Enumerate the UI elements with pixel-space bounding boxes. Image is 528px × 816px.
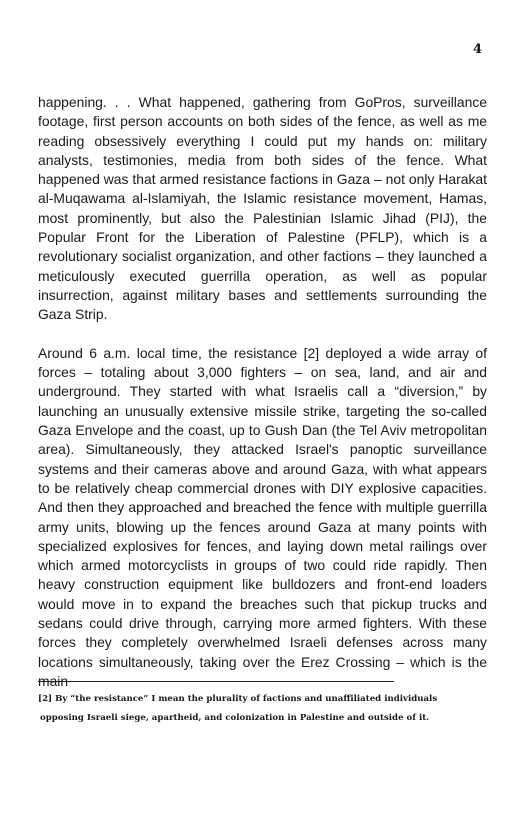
footnote-line: [2] By “the resistance” I mean the plurality of factions and unaffiliated individuals — [38, 694, 438, 704]
footnote-line: opposing Israeli siege, apartheid, and colonization in Palestine and outside of it. — [40, 713, 430, 723]
footnote-divider — [38, 681, 394, 682]
paragraph: happening. . . What happened, gathering from GoPros, surveillance footage, first person accounts on both sides of the fence, as well as me reading obsessively everything I could put my hands on: military analysts, testimonies, media from both sides of the fence. What happened was that armed resistance factions in Gaza – not only Harakat al-Muqawama al-Islamiyah, the Islamic resistance movement, Hamas, most prominently, but also the Palestinian Islamic Jihad (PIJ), the Popular Front for the Liberation of Palestine (PFLP), which is a revolutionary socialist organization, and other factions – they launched a meticulously executed guerrilla operation, as well as popular insurrection, against military bases and settlements surrounding the Gaza Strip. — [38, 94, 487, 323]
main-text — [38, 93, 487, 691]
page-number: 4 — [472, 42, 482, 57]
paragraph: Around 6 a.m. local time, the resistance [2] deployed a wide array of forces – totaling about 3,000 fighters – on sea, land, and air and underground. They started with what Israelis call a “diversion,” by launching an unusually extensive missile strike, targeting the so-called Gaza Envelope and the coast, up to Gush Dan (the Tel Aviv metropolitan area). Simultaneously, they attacked Israel's panoptic surveillance systems and their cameras above and around Gaza, with what appears to be relatively cheap commercial drones with DIY explosive capacities. And then they approached and breached the fence with multiple guerrilla army units, blowing up the fences around Gaza at many points with specialized explosives for fences, and laying down metal railings over which armed motorcyclists in groups of two could ride rapidly. Then heavy construction equipment like bulldozers and front-end loaders would move in to expand the breaches such that pickup trucks and sedans could drive through, carrying more armed fighters. With these forces they completely overwhelmed Israeli defenses across many locations simultaneously, taking over the Erez Crossing – which is the main — [38, 344, 487, 689]
footnote — [38, 690, 478, 728]
